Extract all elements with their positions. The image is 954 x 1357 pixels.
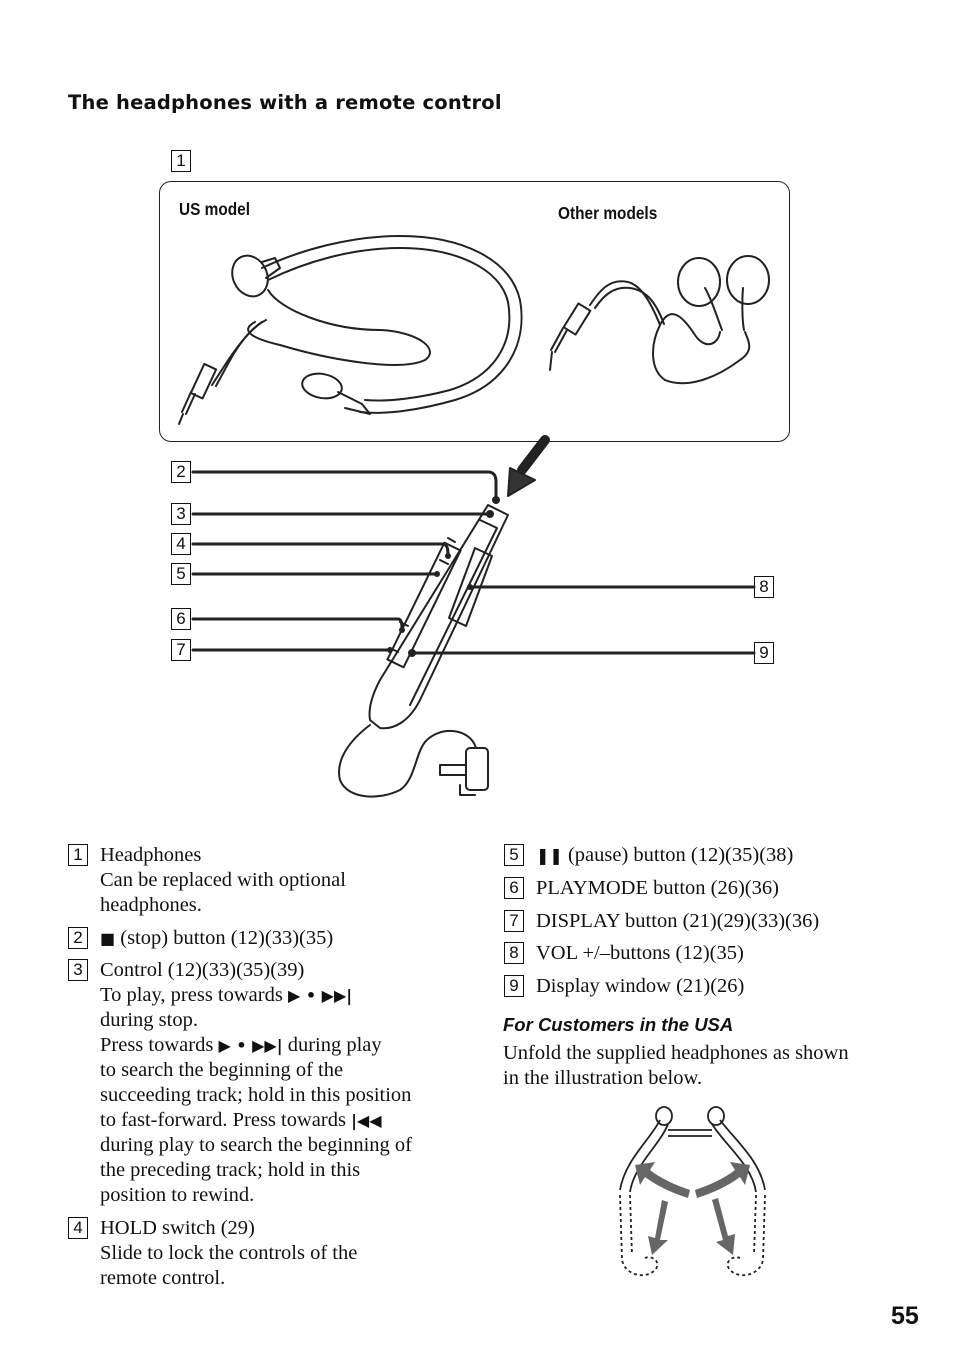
callout-2: 2 <box>171 461 191 483</box>
remote-control-body <box>369 505 508 728</box>
remote-cord <box>339 725 476 797</box>
us-earpiece-left <box>226 250 275 302</box>
callout-8: 8 <box>754 576 774 598</box>
stop-icon: ■ <box>100 929 116 948</box>
callout-4: 4 <box>171 533 191 555</box>
callout-7: 7 <box>171 639 191 661</box>
item-9: 9 Display window (21)(26) <box>504 974 744 999</box>
pause-icon: ❚❚ <box>536 846 563 865</box>
callout-3: 3 <box>171 503 191 525</box>
callout-5: 5 <box>171 563 191 585</box>
unfold-illustration <box>620 1107 765 1275</box>
other-cord <box>653 314 749 383</box>
item-7: 7 DISPLAY button (21)(29)(33)(36) <box>504 909 819 934</box>
us-model-label: US model <box>179 199 251 219</box>
other-earpiece-right <box>727 256 769 304</box>
item-1: 1 Headphones Can be replaced with optional headphones. <box>68 843 346 918</box>
callout-9: 9 <box>754 642 774 664</box>
us-earpiece-right <box>300 371 344 402</box>
item-5: 5 ❚❚ (pause) button (12)(35)(38) <box>504 843 793 868</box>
page-title: The headphones with a remote control <box>68 91 502 114</box>
item-6: 6 PLAYMODE button (26)(36) <box>504 876 779 901</box>
previous-icon: |◀◀ <box>351 1111 382 1130</box>
insert-arrow <box>522 440 545 470</box>
item-8: 8 VOL +/–buttons (12)(35) <box>504 941 744 966</box>
play-next-icon: ▶ • ▶▶| <box>287 986 353 1005</box>
usa-heading: For Customers in the USA <box>503 1014 734 1035</box>
usa-instructions: Unfold the supplied headphones as shown in the illustration below. <box>503 1042 849 1089</box>
item-3: 3 Control (12)(33)(35)(39) To play, press towards ▶ • ▶▶| during stop. Press towards ▶ • ▶▶| during play to search the beginning of the succeeding track; hold in this position to fast-forward. Press towards |◀◀ during play to search the beginning of the preceding track; hold in this position to rewind. <box>68 958 412 1208</box>
other-earpiece-left <box>678 258 720 306</box>
item-2: 2 ■ (stop) button (12)(33)(35) <box>68 926 333 951</box>
item-4: 4 HOLD switch (29) Slide to lock the controls of the remote control. <box>68 1216 357 1291</box>
us-cord <box>248 290 430 365</box>
other-models-label: Other models <box>558 203 658 223</box>
play-next-icon: ▶ • ▶▶| <box>218 1036 283 1055</box>
callout-1: 1 <box>171 150 191 172</box>
page-number: 55 <box>891 1302 919 1330</box>
us-neckband <box>262 236 522 413</box>
callout-6: 6 <box>171 608 191 630</box>
